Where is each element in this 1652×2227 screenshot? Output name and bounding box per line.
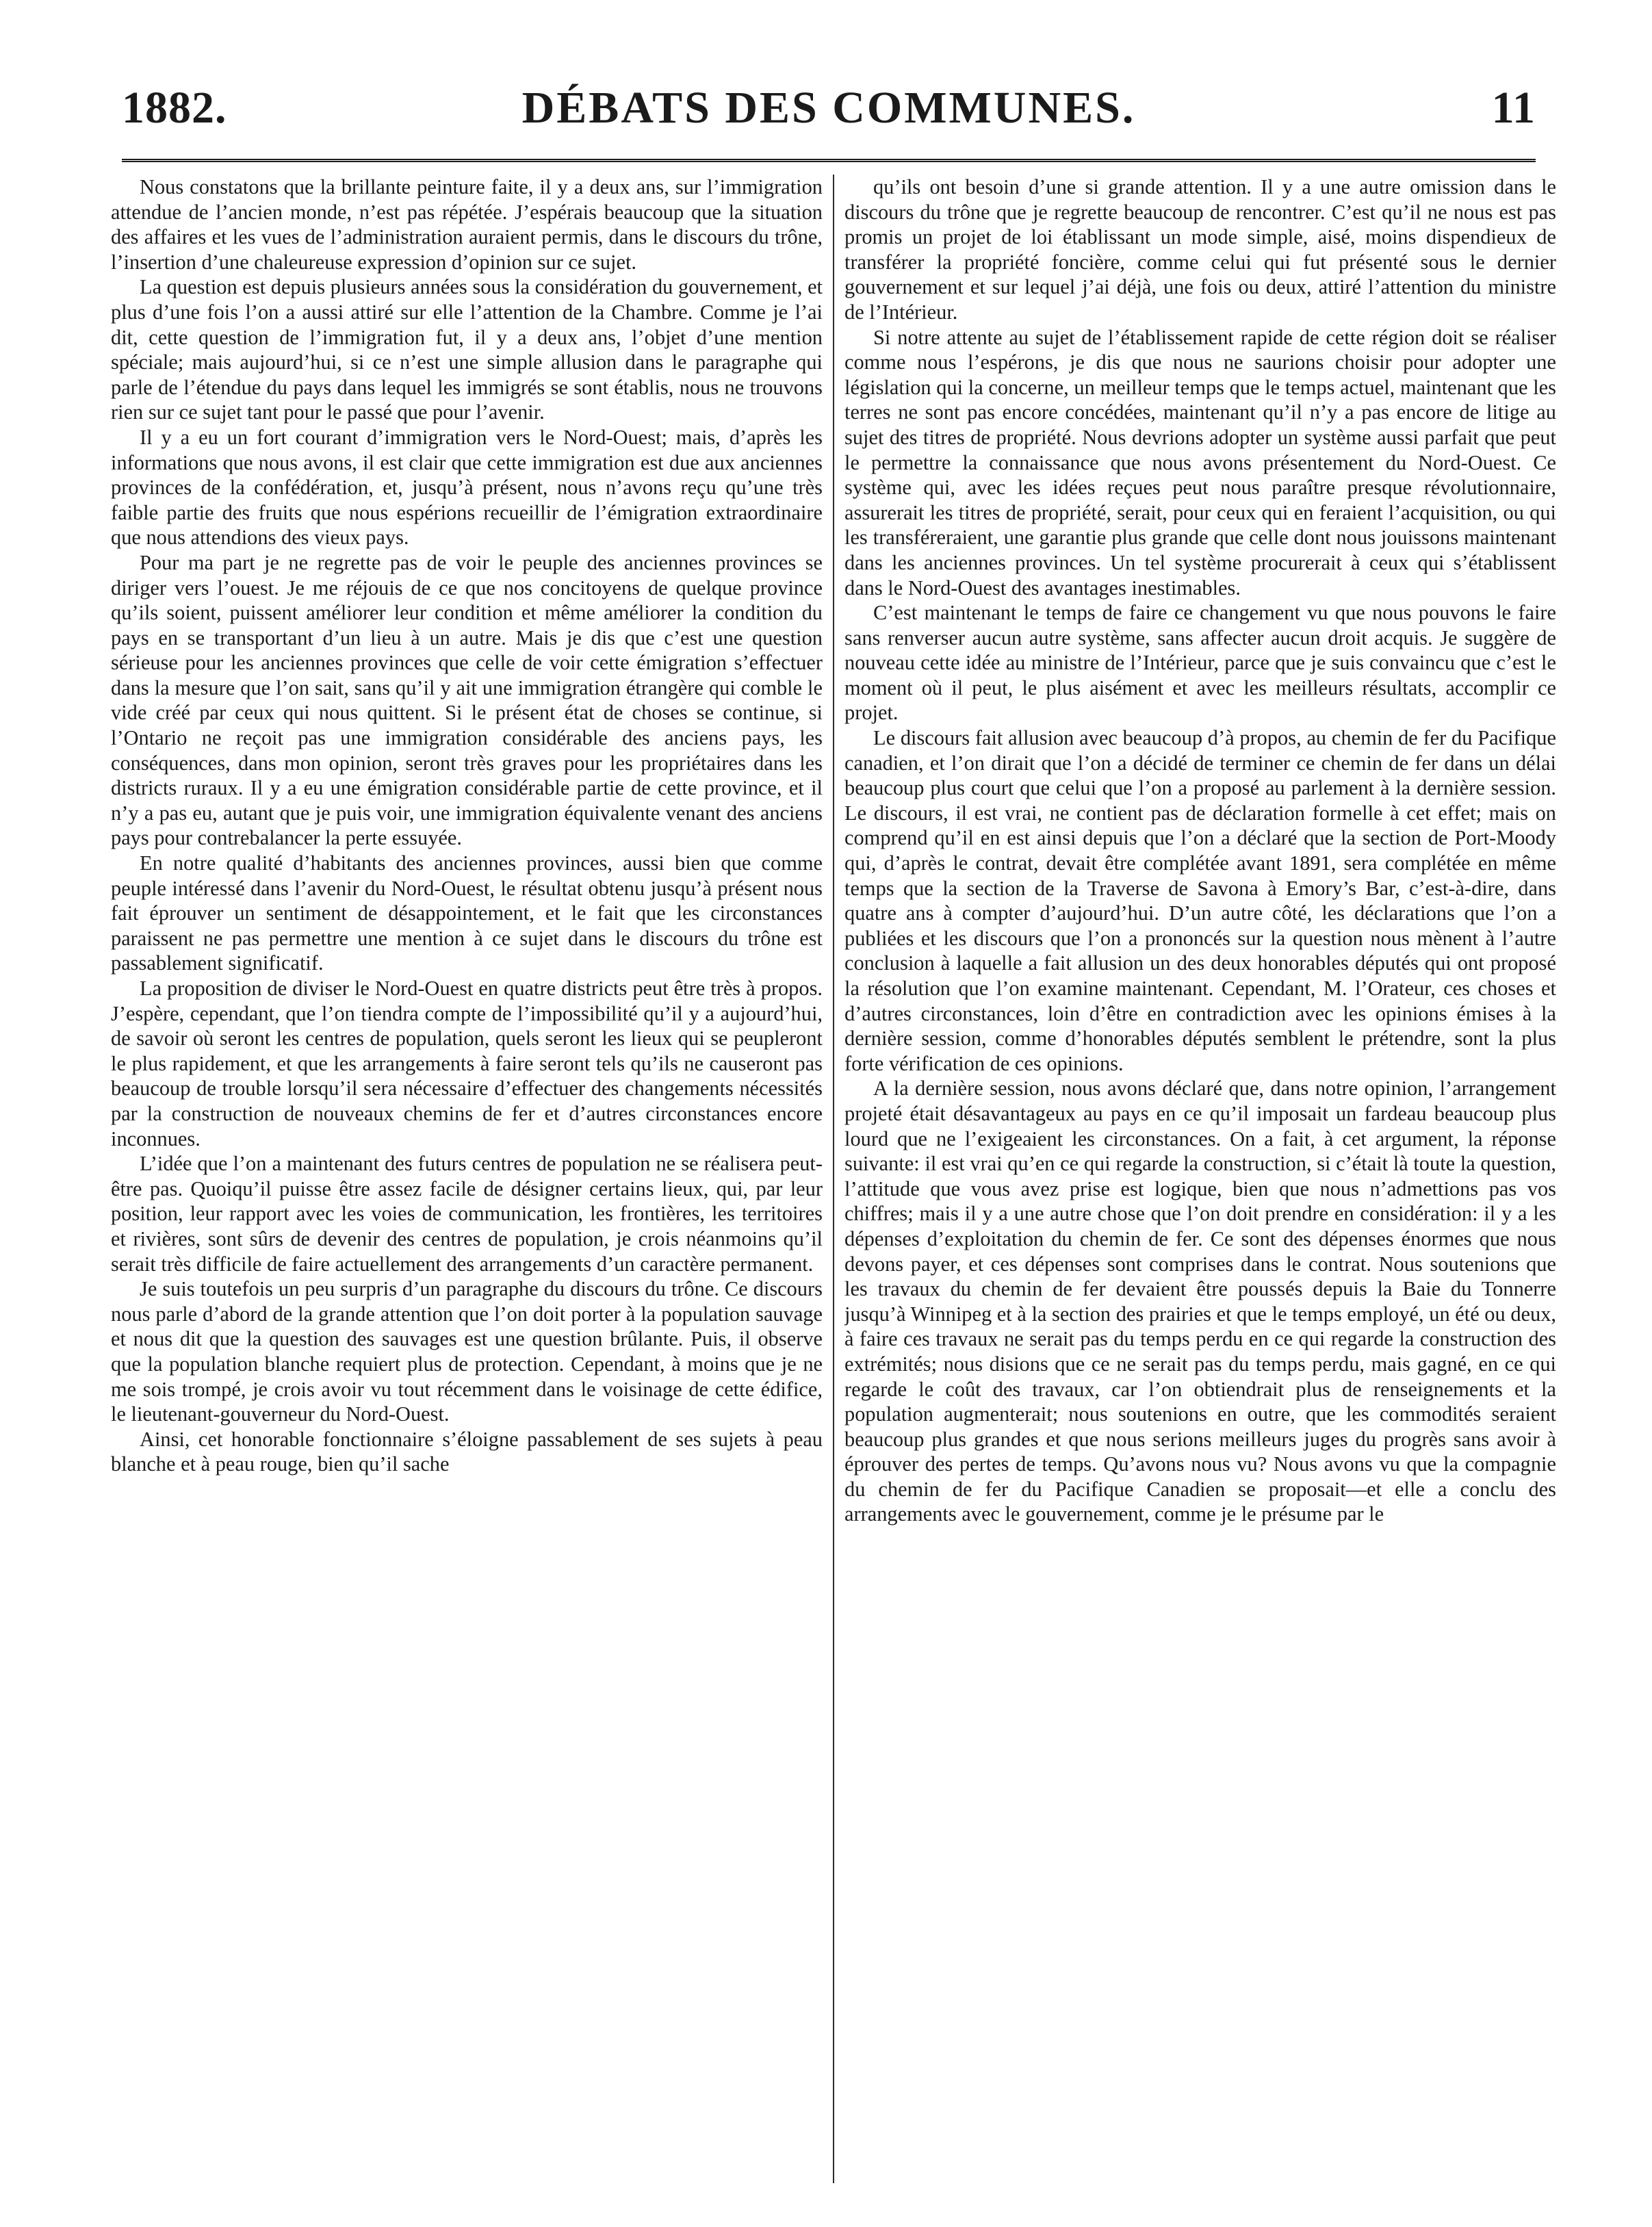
paragraph: En notre qualité d’habitants des anciennes provinces, aussi bien que comme peuple intéressé dans l’avenir du Nord-Ouest, le résultat obtenu jusqu’à présent nous fait éprouver un sentiment de désappointement, et le fait que les circonstances paraissent ne pas permettre une mention à ce sujet dans le discours du trône est passablement significatif. [111,851,823,975]
paragraph: Nous constatons que la brillante peinture faite, il y a deux ans, sur l’immigration attendue de l’ancien monde, n’est pas répétée. J’espérais beaucoup que la situation des affaires et les vues de l’administration auraient permis, dans le discours du trône, l’insertion d’une chaleureuse expression d’opinion sur ce sujet. [111,175,823,274]
paragraph: A la dernière session, nous avons déclaré que, dans notre opinion, l’arrangement projeté était désavantageux au pays en ce qu’il imposait un fardeau beaucoup plus lourd que ne l’exigeaient les circonstances. On a fait, à cet argument, la réponse suivante: il est vrai qu’en ce qui regarde la construction, si c’était là toute la question, l’attitude que vous avez prise est logique, bien que nous n’admettions pas vos chiffres; mais il y a une autre chose que l’on doit prendre en considération: il y a les dépenses d’exploitation du chemin de fer. Ce sont des dépenses énormes que nous devons payer, et ces dépenses sont comprises dans le contrat. Nous soutenions que les travaux du chemin de fer devaient être poussés depuis la Baie du Tonnerre jusqu’à Winnipeg et à la section des prairies et que le temps employé, un été ou deux, à faire ces travaux ne serait pas du temps perdu en ce qui regarde la construction des extrémités; nous disions que ce ne serait pas du temps perdu, mais gagné, en ce qui regarde le coût des travaux, car l’on obtiendrait plus de renseignements et la population augmenterait; nous soutenions en outre, que les commodités seraient beaucoup plus grandes et que nous serions meilleurs juges du progrès sans avoir à éprouver des pertes de temps. Qu’avons nous vu? Nous avons vu que la compagnie du chemin de fer du Pacifique Canadien se proposait—et elle a conclu des arrangements avec le gouvernement, comme je le présume par le [844,1077,1556,1526]
paragraph: L’idée que l’on a maintenant des futurs centres de population ne se réalisera peut-être pas. Quoiqu’il puisse être assez facile de désigner certains lieux, qui, par leur position, leur rapport avec les voies de communication, les frontières, les territoires et rivières, sont sûrs de devenir des centres de population, je crois néanmoins qu’il serait très difficile de faire actuellement des arrangements d’un caractère permanent. [111,1152,823,1276]
paragraph: C’est maintenant le temps de faire ce changement vu que nous pouvons le faire sans renverser aucun autre système, sans affecter aucun droit acquis. Je suggère de nouveau cette idée au ministre de l’Intérieur, parce que je suis convaincu que c’est le moment où il peut, le plus aisément et avec les meilleurs résultats, accomplir ce projet. [844,601,1556,725]
paragraph: La question est depuis plusieurs années sous la considération du gouvernement, et plus d’une fois l’on a aussi attiré sur elle l’attention de la Chambre. Comme je l’ai dit, cette question de l’immigration fut, il y a deux ans, l’objet d’une mention spéciale; mais aujourd’hui, si ce n’est une simple allusion dans le paragraphe qui parle de l’étendue du pays dans lequel les immigrés se sont établis, nous ne trouvons rien sur ce sujet tant pour le passé que pour l’avenir. [111,275,823,424]
header-page-number: 11 [1491,83,1536,133]
header-title: DÉBATS DES COMMUNES. [521,83,1136,133]
right-column [844,175,1556,2187]
paragraph: qu’ils ont besoin d’une si grande attention. Il y a une autre omission dans le discours du trône que je regrette beaucoup de rencontrer. C’est qu’il ne nous est pas promis un projet de loi établissant un mode simple, aisé, moins dispendieux de transférer la propriété foncière, comme celui qui fut présenté sous le dernier gouvernement et sur lequel j’ai déjà, une fois ou deux, attiré l’attention du ministre de l’Intérieur. [844,175,1556,324]
header-year: 1882. [122,83,227,133]
paragraph: La proposition de diviser le Nord-Ouest en quatre districts peut être très à propos. J’espère, cependant, que l’on tiendra compte de l’impossibilité qu’il y a aujourd’hui, de savoir où seront les centres de population, quels seront les lieux qui se peupleront le plus rapidement, et que les arrangements à faire seront tels qu’ils ne causeront pas beaucoup de trouble lorsqu’il sera nécessaire d’effectuer des changements nécessités par la construction de nouveaux chemins de fer et d’autres circonstances encore inconnues. [111,977,823,1150]
left-column [111,175,823,2187]
paragraph: Le discours fait allusion avec beaucoup d’à propos, au chemin de fer du Pacifique canadien, et l’on dirait que l’on a décidé de terminer ce chemin de fer dans un délai beaucoup plus court que celui que l’on a proposé au parlement à la dernière session. Le discours, il est vrai, ne contient pas de déclaration formelle à cet effet; mais on comprend qu’il en est ainsi depuis que l’on a déclaré que la section de Port-Moody qui, d’après le contrat, devait être complétée avant 1891, sera complétée en même temps que la section de la Traverse de Savona à Emory’s Bar, c’est-à-dire, dans quatre ans à compter d’aujourd’hui. D’un autre côté, les déclarations que l’on a publiées et les discours que l’on a prononcés sur la question nous mènent à l’autre conclusion à laquelle a fait allusion un des deux honorables députés qui ont proposé la résolution que l’on examine maintenant. Cependant, M. l’Orateur, ces choses et d’autres circonstances, loin d’être en contradiction avec les opinions émises à la dernière session, comme d’honorables députés semblent le prétendre, sont la plus forte vérification de ces opinions. [844,726,1556,1075]
header-rule [122,159,1536,162]
paragraph: Je suis toutefois un peu surpris d’un paragraphe du discours du trône. Ce discours nous parle d’abord de la grande attention que l’on doit porter à la population sauvage et nous dit que la question des sauvages est une question brûlante. Puis, il observe que la population blanche requiert plus de protection. Cependant, à moins que je ne me sois trompé, je crois avoir vu tout récemment dans le voisinage de cette édifice, le lieutenant-gouverneur du Nord-Ouest. [111,1277,823,1426]
paragraph: Pour ma part je ne regrette pas de voir le peuple des anciennes provinces se diriger vers l’ouest. Je me réjouis de ce que nos concitoyens de quelque province qu’ils soient, puissent améliorer leur condition et même améliorer la condition du pays en se transportant d’un lieu à un autre. Mais je dis que c’est une question sérieuse pour les anciennes provinces que celle de voir cette émigration s’effectuer dans la mesure que l’on sait, sans qu’il y ait une immigration étrangère qui comble le vide créé par ceux qui nous quittent. Si le présent état de choses se continue, si l’Ontario ne reçoit pas une immigration considérable des anciens pays, les conséquences, dans mon opinion, seront très graves pour les propriétaires dans les districts ruraux. Il y a eu une émigration considérable partie de cette province, et il n’y a pas eu, autant que je puis voir, une immigration équivalente venant des anciens pays pour contrebalancer la perte essuyée. [111,550,823,850]
paragraph: Ainsi, cet honorable fonctionnaire s’éloigne passablement de ses sujets à peau blanche et à peau rouge, bien qu’il sache [111,1427,823,1476]
page-header [122,74,1536,149]
paragraph: Il y a eu un fort courant d’immigration vers le Nord-Ouest; mais, d’après les informations que nous avons, il est clair que cette immigration est due aux anciennes provinces de la confédération, et, jusqu’à présent, nous n’avons reçu qu’une très faible partie des fruits que nous espérions recueillir de l’émigration extraordinaire que nous attendions des vieux pays. [111,425,823,550]
paragraph: Si notre attente au sujet de l’établissement rapide de cette région doit se réaliser comme nous l’espérons, je dis que nous ne saurions choisir pour adopter une législation qui la concerne, un meilleur temps que le temps actuel, maintenant que les terres ne sont pas encore concédées, maintenant qu’il n’y a pas encore de litige au sujet des titres de propriété. Nous devrions adopter un système aussi parfait que peut le permettre la connaissance que nous avons présentement du Nord-Ouest. Ce système qui, avec les idées reçues peut nous paraître presque révolutionnaire, assurerait les titres de propriété, serait, pour ceux qui en feraient l’acquisition, ou qui les transféreraient, une garantie plus grande que celle dont nous jouissons maintenant dans les anciennes provinces. Un tel système procurerait à ceux qui s’établissent dans le Nord-Ouest des avantages inestimables. [844,325,1556,600]
column-divider [833,175,834,2183]
